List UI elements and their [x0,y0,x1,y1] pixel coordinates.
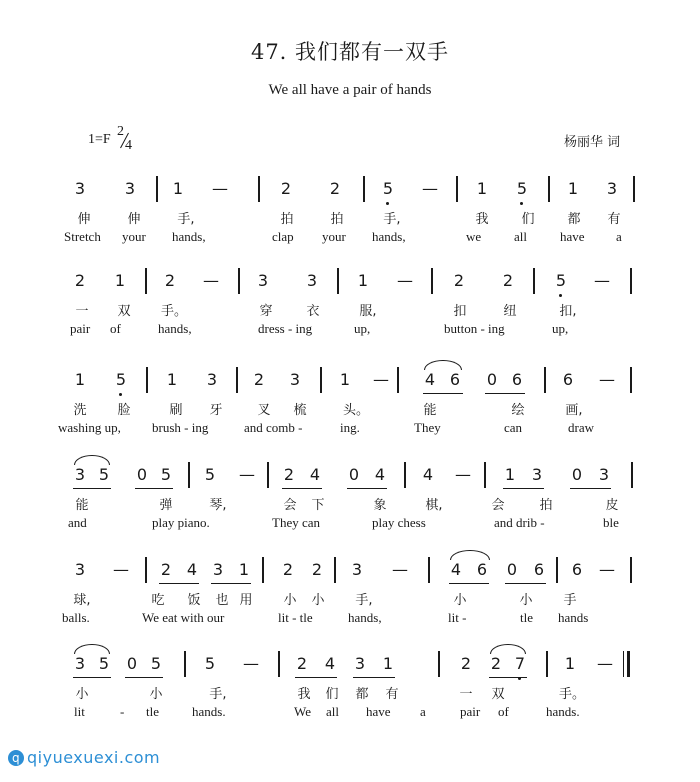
lyric-cn: 一 [75,304,89,319]
lyric-en: hands, [372,229,406,244]
lyric-en: your [322,229,346,244]
lyric-cn: 小 [311,593,325,608]
lyric-en: your [122,229,146,244]
note: 4 [309,465,321,484]
note: — [392,560,408,579]
bar-line [438,651,440,677]
lyric-cn: 能 [423,403,437,418]
eighth-underline [449,583,489,584]
lyric-cn: 会 [491,498,505,513]
lyric-en: They can [272,515,321,530]
note: 2 [329,179,341,198]
note: 1 [74,370,86,389]
note: 2 [160,560,172,579]
lyric-en: of [498,704,509,719]
note: 0 [136,465,148,484]
note: 5 [204,654,216,673]
slur-mark [74,455,110,465]
lyric-cn: 穿 [259,304,273,319]
lyric-en: hands, [158,321,192,336]
lyric-en: hands, [348,610,382,625]
note: 5 [98,654,110,673]
eighth-underline [423,393,463,394]
lyric-cn: 扣, [559,304,577,319]
final-barline-thin [623,651,624,677]
note: 3 [598,465,610,484]
note: 4 [374,465,386,484]
lyric-en: play chess [372,515,426,530]
note: 2 [490,654,502,673]
lyric-en: all [514,229,527,244]
note: 2 [280,179,292,198]
lyric-cn: 们 [521,212,535,227]
lyric-cn: 洗 [73,403,87,418]
note: 3 [306,271,318,290]
note: 5 [98,465,110,484]
lyric-cn: 小 [519,593,533,608]
bar-line [397,367,399,393]
lyric-cn: 手。 [558,687,585,702]
lyric-en: have [560,229,585,244]
lyric-cn: 衣 [306,304,320,319]
lyric-cn: 象 [373,498,387,513]
lyric-en: Stretch [64,229,101,244]
note: 1 [114,271,126,290]
meter-denominator: 4 [125,138,132,153]
note: 2 [74,271,86,290]
note: 1 [172,179,184,198]
note: 0 [348,465,360,484]
lyric-en: ing. [340,420,360,435]
lyric-en: pair [460,704,481,719]
lyric-en: of [110,321,121,336]
watermark-text: qiyuexuexi.com [27,748,161,767]
note: 4 [422,465,434,484]
lyric-cn: 头。 [342,403,369,418]
lyric-cn: 有 [385,687,399,702]
note: 3 [606,179,618,198]
note: 3 [257,271,269,290]
note: 5 [115,370,127,389]
lyric-cn: 吃 [151,593,165,608]
lyric-cn: 绘 [511,403,525,418]
note: 5 [150,654,162,673]
note: 2 [460,654,472,673]
lyric-cn: 手, [355,593,373,608]
note: 4 [424,370,436,389]
note: 3 [74,179,86,198]
final-barline-thick [627,651,630,677]
note: — [203,271,219,290]
note: — [599,370,615,389]
lyric-cn: 饭 [187,593,201,608]
lyric-en: tle [520,610,533,625]
note: — [243,654,259,673]
note: 6 [562,370,574,389]
lyric-cn: 球, [73,593,91,608]
lyric-cn: 手, [209,687,227,702]
lyric-en: we [466,229,482,244]
lyric-en: They [414,420,441,435]
note: 1 [238,560,250,579]
lyric-cn: 有 [607,212,621,227]
note: 3 [289,370,301,389]
site-watermark[interactable] [8,748,160,767]
note: 5 [204,465,216,484]
lyric-cn: 也 [215,593,229,608]
lyric-en: up, [552,321,569,336]
lyric-cn: 我 [297,687,311,702]
slur-mark [450,550,490,560]
lyric-cn: 牙 [209,403,223,418]
lyric-en: washing up, [58,420,121,435]
bar-line [188,462,190,488]
bar-line [337,268,339,294]
note: 2 [311,560,323,579]
lyric-en: ble [603,515,619,530]
lyric-en: lit [74,704,85,719]
note: — [113,560,129,579]
bar-line [236,367,238,393]
lyric-cn: 伸 [77,212,91,227]
note: 2 [502,271,514,290]
note: 3 [124,179,136,198]
bar-line [633,176,635,202]
note: 6 [449,370,461,389]
lyric-en: lit - [448,610,467,625]
bar-line [334,557,336,583]
eighth-underline [347,488,387,489]
note: 2 [283,465,295,484]
lyric-en: pair [70,321,91,336]
note: 6 [571,560,583,579]
note: 2 [453,271,465,290]
note: 1 [382,654,394,673]
note: 5 [555,271,567,290]
lyric-en: hands. [546,704,580,719]
lyric-cn: 手。 [160,304,187,319]
bar-line [145,268,147,294]
note: 5 [516,179,528,198]
lyric-cn: 双 [491,687,505,702]
eighth-underline [159,583,199,584]
note: 2 [253,370,265,389]
lyric-cn: 拍 [280,212,294,227]
bar-line [428,557,430,583]
note: 7 [514,654,526,673]
lyric-cn: 手 [563,593,577,608]
note: — [239,465,255,484]
lyric-en: balls. [62,610,90,625]
lyric-en: tle [146,704,159,719]
lyric-en: play piano. [152,515,210,530]
bar-line [156,176,158,202]
lyric-en: a [616,229,622,244]
bar-line [184,651,186,677]
eighth-underline [505,583,546,584]
bar-line [363,176,365,202]
note: 0 [571,465,583,484]
eighth-underline [489,677,527,678]
lyric-cn: 脸 [117,403,131,418]
note: 1 [166,370,178,389]
lyric-cn: 手, [383,212,401,227]
lyric-cn: 伸 [127,212,141,227]
note: 4 [324,654,336,673]
bar-line [267,462,269,488]
note: — [397,271,413,290]
note: 4 [450,560,462,579]
lyric-cn: 小 [149,687,163,702]
lyric-cn: 小 [75,687,89,702]
note: 1 [476,179,488,198]
bar-line [456,176,458,202]
lyric-cn: 画, [565,403,583,418]
bar-line [146,367,148,393]
lyric-cn: 下 [311,498,325,513]
lyric-en: hands. [192,704,226,719]
lyric-en: We eat with our [142,610,225,625]
note: 2 [282,560,294,579]
lyric-cn: 扣 [453,304,467,319]
bar-line [484,462,486,488]
note: 3 [74,560,86,579]
lyric-en: dress - ing [258,321,313,336]
slur-mark [424,360,462,370]
bar-line [238,268,240,294]
lyric-en: draw [568,420,594,435]
note: — [599,560,615,579]
eighth-underline [125,677,163,678]
note: — [455,465,471,484]
lyric-en: lit - tle [278,610,313,625]
bar-line [431,268,433,294]
bar-line [278,651,280,677]
song-subtitle: We all have a pair of hands [268,82,432,98]
meter-numerator: 2 [117,124,124,139]
eighth-underline [211,583,251,584]
lyric-cn: 双 [117,304,131,319]
note: 1 [564,654,576,673]
lyric-cn: 手, [177,212,195,227]
lyric-cn: 琴, [209,498,227,513]
lyric-cn: 会 [283,498,297,513]
note: — [597,654,613,673]
lyric-cn: 梳 [293,403,307,418]
note: — [212,179,228,198]
lyric-en: - [120,704,125,719]
lyric-en: up, [354,321,371,336]
eighth-underline [485,393,525,394]
note: 3 [351,560,363,579]
lyric-cn: 都 [567,212,581,227]
eighth-underline [282,488,322,489]
key-signature: 1=F [88,132,111,147]
lyric-en: hands, [172,229,206,244]
note: 1 [357,271,369,290]
lyric-cn: 能 [75,498,89,513]
bar-line [145,557,147,583]
eighth-underline [135,488,173,489]
bar-line [546,651,548,677]
lyric-cn: 一 [459,687,473,702]
note: 0 [506,560,518,579]
eighth-underline [570,488,611,489]
note: 4 [186,560,198,579]
note: 2 [296,654,308,673]
bar-line [548,176,550,202]
lyric-cn: 纽 [503,304,517,319]
eighth-underline [73,677,111,678]
bar-line [258,176,260,202]
note: 6 [511,370,523,389]
lyric-cn: 弹 [159,498,173,513]
lyric-cn: 服, [359,304,377,319]
note: 0 [486,370,498,389]
bar-line [544,367,546,393]
note: 3 [74,465,86,484]
note: 1 [339,370,351,389]
lyric-cn: 皮 [605,498,619,513]
note: 5 [382,179,394,198]
note: 0 [126,654,138,673]
note: — [373,370,389,389]
song-title: 47. 我们都有一双手 [250,40,450,64]
bar-line [556,557,558,583]
lyric-en: and comb - [244,420,303,435]
lyric-cn: 小 [283,593,297,608]
eighth-underline [73,488,111,489]
note: — [422,179,438,198]
time-signature [114,124,136,158]
lyric-cn: 拍 [539,498,553,513]
note: 6 [533,560,545,579]
lyric-cn: 我 [475,212,489,227]
lyric-cn: 都 [355,687,369,702]
eighth-underline [295,677,337,678]
lyric-en: and [68,515,87,530]
note: 2 [164,271,176,290]
note: 1 [567,179,579,198]
bar-line [404,462,406,488]
eighth-underline [503,488,544,489]
lyric-cn: 们 [325,687,339,702]
note: — [594,271,610,290]
lyric-en: clap [272,229,294,244]
lyric-en: We [294,704,311,719]
bar-line [631,462,633,488]
note: 3 [531,465,543,484]
watermark-logo-icon: q [8,750,24,766]
slur-mark [74,644,110,654]
lyricist-credit: 杨丽华 词 [564,135,621,150]
slur-mark [490,644,526,654]
eighth-underline [353,677,395,678]
lyric-en: have [366,704,391,719]
bar-line [320,367,322,393]
lyric-cn: 用 [239,593,253,608]
bar-line [630,367,632,393]
note: 6 [476,560,488,579]
lyric-en: a [420,704,426,719]
note: 5 [160,465,172,484]
bar-line [533,268,535,294]
note: 3 [206,370,218,389]
note: 3 [354,654,366,673]
bar-line [262,557,264,583]
lyric-cn: 小 [453,593,467,608]
lyric-cn: 刷 [169,403,183,418]
lyric-en: hands [558,610,589,625]
note: 1 [504,465,516,484]
note: 3 [74,654,86,673]
lyric-en: and drib - [494,515,545,530]
lyric-cn: 棋, [425,498,443,513]
lyric-en: button - ing [444,321,505,336]
lyric-en: all [326,704,339,719]
lyric-en: brush - ing [152,420,209,435]
bar-line [630,557,632,583]
lyric-cn: 拍 [330,212,344,227]
bar-line [630,268,632,294]
lyric-cn: 叉 [257,403,271,418]
note: 3 [212,560,224,579]
lyric-en: can [504,420,523,435]
